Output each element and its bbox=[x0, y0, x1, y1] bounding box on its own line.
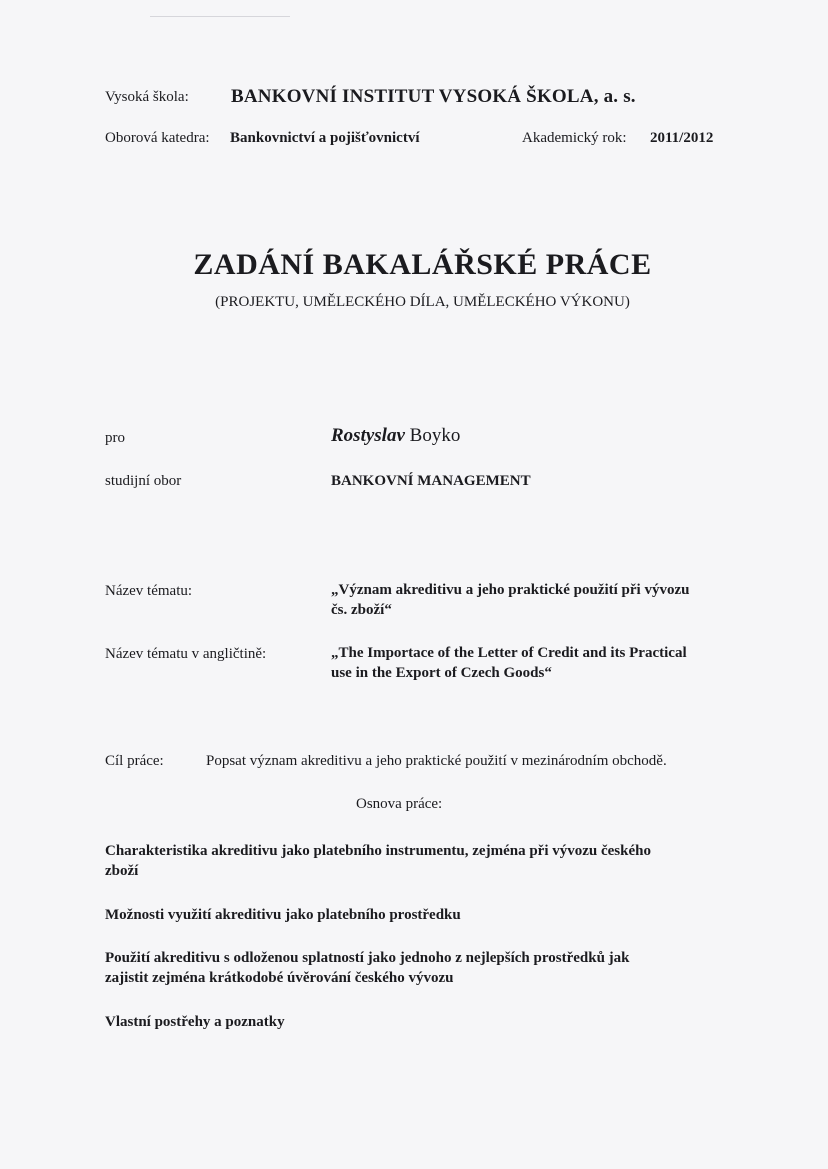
outline-item bbox=[105, 842, 651, 882]
topic-label: Název tématu: bbox=[105, 583, 193, 599]
academic-year-label: Akademický rok: bbox=[522, 130, 627, 146]
topic-line: čs. zboží“ bbox=[331, 601, 392, 618]
student-first-name: Rostyslav bbox=[331, 425, 405, 446]
scan-artifact bbox=[150, 16, 290, 17]
topic-value bbox=[331, 581, 689, 621]
department-label: Oborová katedra: bbox=[105, 130, 210, 146]
document-subtitle: (PROJEKTU, UMĚLECKÉHO DÍLA, UMĚLECKÉHO VÝKONU) bbox=[215, 294, 630, 310]
school-label: Vysoká škola: bbox=[105, 89, 189, 105]
outline-heading: Osnova práce: bbox=[356, 796, 443, 812]
outline-item-line: Možnosti využití akreditivu jako platebního prostředku bbox=[105, 907, 461, 923]
topic-en-line: „The Importace of the Letter of Credit and its Practical bbox=[331, 645, 687, 661]
goal-value: Popsat význam akreditivu a jeho praktické použití v mezinárodním obchodě. bbox=[206, 753, 667, 769]
outline-item bbox=[105, 1013, 285, 1033]
outline-item-line: Charakteristika akreditivu jako platebního instrumentu, zejména při vývozu českého bbox=[105, 843, 651, 859]
department-name: Bankovnictví a pojišťovnictví bbox=[230, 130, 420, 146]
topic-line: „Význam akreditivu a jeho praktické použití při vývozu bbox=[331, 582, 690, 598]
student-label: pro bbox=[105, 430, 125, 446]
academic-year-value: 2011/2012 bbox=[650, 130, 714, 146]
topic-en-line: use in the Export of Czech Goods“ bbox=[331, 664, 552, 681]
document-title: ZADÁNÍ BAKALÁŘSKÉ PRÁCE bbox=[193, 248, 652, 281]
outline-item-line: zajistit zejména krátkodobé úvěrování českého vývozu bbox=[105, 969, 454, 986]
outline-item-line: Vlastní postřehy a poznatky bbox=[105, 1014, 285, 1030]
outline-item bbox=[105, 949, 630, 989]
student-name bbox=[331, 425, 460, 447]
outline-item-line: Použití akreditivu s odloženou splatností jako jednoho z nejlepších prostředků jak bbox=[105, 950, 630, 966]
study-field-value: BANKOVNÍ MANAGEMENT bbox=[331, 473, 531, 489]
study-field-label: studijní obor bbox=[105, 473, 182, 489]
topic-en-value bbox=[331, 644, 687, 684]
school-name: BANKOVNÍ INSTITUT VYSOKÁ ŠKOLA, a. s. bbox=[231, 86, 636, 107]
student-last-name: Boyko bbox=[404, 425, 461, 446]
goal-label: Cíl práce: bbox=[105, 753, 164, 769]
topic-en-label: Název tématu v angličtině: bbox=[105, 646, 267, 662]
outline-item bbox=[105, 906, 461, 926]
outline-item-line: zboží bbox=[105, 862, 139, 879]
